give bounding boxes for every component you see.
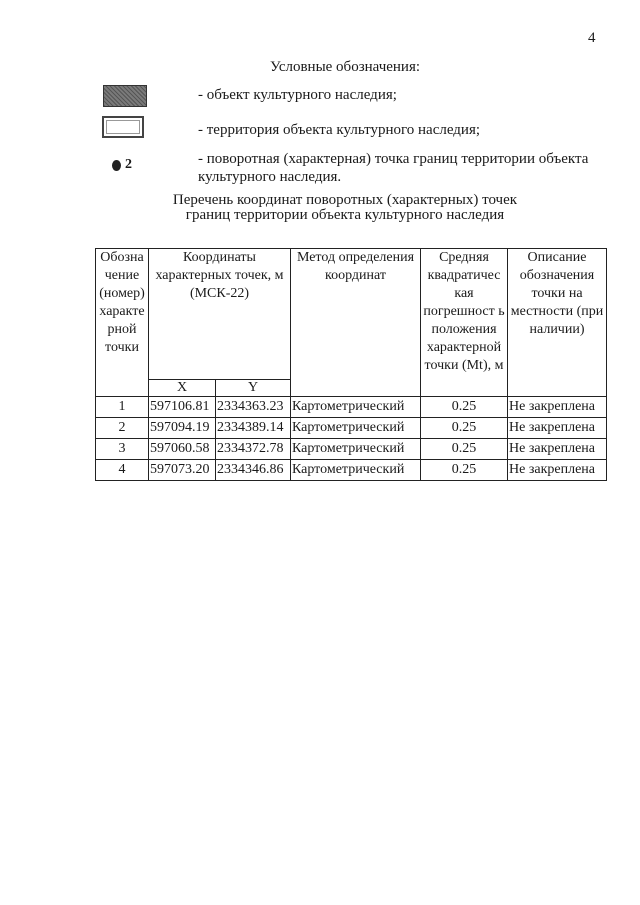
cell-number: 4 — [96, 460, 149, 481]
table-row — [96, 460, 607, 481]
list-heading-line2: границ территории объекта культурного наследия — [185, 207, 505, 223]
header-error: Средняя квадратичес кая погрешност ь положения характерной точки (Mt), м — [421, 249, 508, 397]
cell-number: 1 — [96, 397, 149, 418]
cultural-object-symbol-icon — [103, 85, 147, 107]
turning-point-symbol — [112, 157, 132, 173]
legend-text-cultural-object: - объект культурного наследия; — [198, 87, 397, 103]
list-heading — [150, 193, 540, 223]
cell-x: 597106.81 — [149, 397, 216, 418]
cell-error: 0.25 — [421, 439, 508, 460]
table-header-row — [96, 249, 607, 380]
page-number: 4 — [588, 30, 596, 46]
cell-method: Картометрический — [291, 418, 421, 439]
cell-error: 0.25 — [421, 418, 508, 439]
cell-description: Не закреплена — [508, 460, 607, 481]
table-row — [96, 397, 607, 418]
cell-error: 0.25 — [421, 397, 508, 418]
legend-title: Условные обозначения: — [270, 59, 421, 75]
table-row — [96, 418, 607, 439]
cell-error: 0.25 — [421, 460, 508, 481]
cell-method: Картометрический — [291, 460, 421, 481]
header-number: Обозна чение (номер) характе рной точки — [96, 249, 149, 397]
point-dot-icon — [112, 160, 121, 171]
coordinates-table — [95, 248, 607, 481]
legend-text-turning-point: - поворотная (характерная) точка границ территории объекта культурного наследия. — [198, 151, 589, 185]
header-x: X — [149, 380, 216, 397]
cell-y: 2334389.14 — [216, 418, 291, 439]
cell-y: 2334346.86 — [216, 460, 291, 481]
cell-y: 2334372.78 — [216, 439, 291, 460]
header-method: Метод определения координат — [291, 249, 421, 397]
header-description: Описание обозначения точки на местности (при наличии) — [508, 249, 607, 397]
cell-y: 2334363.23 — [216, 397, 291, 418]
territory-symbol-icon — [102, 116, 144, 138]
cell-x: 597094.19 — [149, 418, 216, 439]
cell-x: 597073.20 — [149, 460, 216, 481]
header-y: Y — [216, 380, 291, 397]
cell-description: Не закреплена — [508, 418, 607, 439]
cell-method: Картометрический — [291, 439, 421, 460]
cell-description: Не закреплена — [508, 397, 607, 418]
cell-number: 3 — [96, 439, 149, 460]
list-heading-line1: Перечень координат поворотных (характерных) точек — [172, 192, 518, 208]
table-row — [96, 439, 607, 460]
cell-number: 2 — [96, 418, 149, 439]
cell-method: Картометрический — [291, 397, 421, 418]
cell-description: Не закреплена — [508, 439, 607, 460]
legend-text-territory: - территория объекта культурного наследия; — [198, 122, 481, 138]
cell-x: 597060.58 — [149, 439, 216, 460]
point-symbol-label: 2 — [125, 157, 132, 172]
header-coordinates: Координаты характерных точек, м (МСК-22) — [149, 249, 291, 380]
